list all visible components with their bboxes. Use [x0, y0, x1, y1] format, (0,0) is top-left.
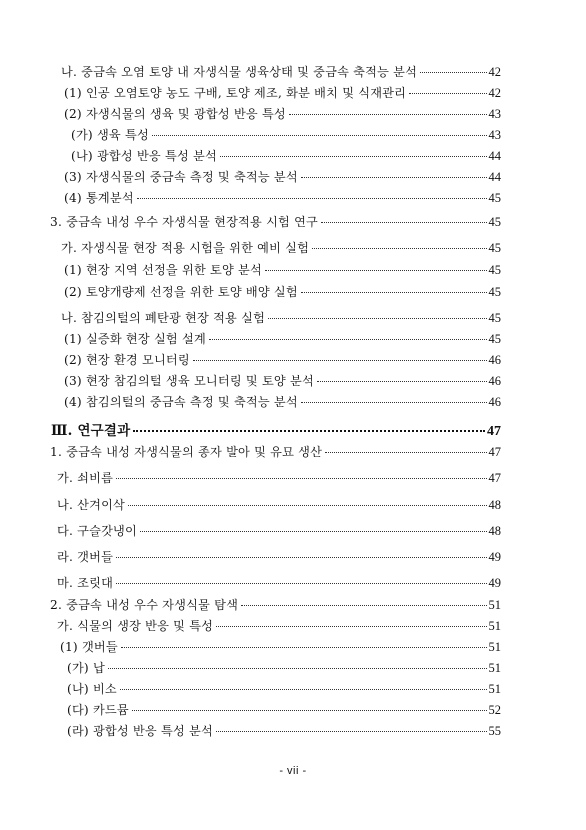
toc-entry	[0, 331, 586, 347]
toc-entry	[0, 190, 586, 206]
toc-entry	[0, 284, 586, 300]
toc-entry-page: 51	[488, 682, 501, 696]
dot-leader	[108, 668, 487, 669]
dot-leader	[140, 531, 487, 532]
toc-entry-page: 45	[488, 191, 501, 205]
dot-leader	[268, 318, 486, 319]
toc-entry	[0, 240, 586, 256]
toc-entry-page: 51	[488, 598, 501, 612]
dot-leader	[216, 731, 487, 732]
dot-leader	[312, 248, 486, 249]
toc-entry-page: 47	[488, 471, 501, 485]
toc-entry	[0, 262, 586, 278]
toc-entry-title: (가) 생육 특성	[71, 128, 149, 142]
toc-entry	[0, 444, 586, 460]
toc-entry-page: 45	[488, 263, 501, 277]
toc-entry-page: 45	[488, 332, 501, 346]
toc-entry-title: 2. 중금속 내성 우수 자생식물 탐색	[50, 598, 239, 612]
toc-entry-page: 49	[488, 576, 501, 590]
toc-entry-page: 52	[488, 703, 501, 717]
toc-entry	[0, 373, 586, 389]
dot-leader	[265, 270, 487, 271]
toc-entry-page: 51	[488, 619, 501, 633]
toc-entry	[0, 64, 586, 80]
toc-entry-title: (4) 통계분석	[64, 191, 134, 205]
dot-leader	[321, 222, 486, 223]
toc-entry-page: 44	[488, 149, 501, 163]
toc-entry	[0, 169, 586, 185]
dot-leader	[317, 381, 487, 382]
toc-entry	[0, 352, 586, 368]
toc-entry-title: (1) 인공 오염토양 농도 구배, 토양 제조, 화분 배치 및 식재관리	[64, 86, 407, 100]
dot-leader	[116, 583, 486, 584]
toc-entry-title: (2) 현장 환경 모니터링	[64, 353, 190, 367]
dot-leader	[220, 156, 487, 157]
toc-entry-page: 51	[488, 640, 501, 654]
page-footer-number: - vii -	[279, 765, 307, 777]
toc-entry-page: 46	[488, 353, 501, 367]
dot-leader	[133, 430, 485, 432]
toc-entry	[0, 575, 586, 591]
toc-entry-title: 라. 갯버들	[57, 550, 114, 564]
toc-entry-title: 나. 참김의털의 폐탄광 현장 적용 실험	[61, 311, 266, 325]
dot-leader	[120, 689, 487, 690]
toc-entry	[0, 597, 586, 613]
toc-entry-title: (나) 광합성 반응 특성 분석	[71, 149, 217, 163]
toc-chapter-entry	[0, 423, 586, 440]
toc-entry-title: 가. 쇠비름	[57, 471, 114, 485]
dot-leader	[289, 114, 487, 115]
toc-entry-page: 44	[488, 170, 501, 184]
dot-leader	[216, 626, 486, 627]
dot-leader	[325, 452, 486, 453]
toc-entry-page: 51	[488, 661, 501, 675]
dot-leader	[301, 292, 487, 293]
toc-entry-title: 나. 중금속 오염 토양 내 자생식물 생육상태 및 중금속 축적능 분석	[61, 65, 418, 79]
toc-entry-title: 가. 식물의 생장 반응 및 특성	[57, 619, 214, 633]
dot-leader	[301, 177, 487, 178]
toc-entry	[0, 618, 586, 634]
toc-entry	[0, 639, 586, 655]
toc-entry-title: (1) 갯버들	[60, 640, 118, 654]
dot-leader	[209, 339, 487, 340]
dot-leader	[420, 72, 486, 73]
toc-entry	[0, 310, 586, 326]
toc-entry	[0, 127, 586, 143]
toc-entry-page: 42	[488, 86, 501, 100]
toc-entry	[0, 148, 586, 164]
dot-leader	[152, 135, 487, 136]
toc-entry-page: 55	[488, 724, 501, 738]
dot-leader	[301, 402, 487, 403]
toc-entry-title: (3) 자생식물의 중금속 측정 및 축적능 분석	[64, 170, 298, 184]
toc-entry-page: 49	[488, 550, 501, 564]
toc-entry-title: 1. 중금속 내성 자생식물의 종자 발아 및 유묘 생산	[50, 445, 323, 459]
dot-leader	[137, 198, 487, 199]
dot-leader	[409, 93, 486, 94]
toc-entry-page: 46	[488, 374, 501, 388]
dot-leader	[241, 605, 486, 606]
toc-entry	[0, 549, 586, 565]
toc-entry-title: (2) 토양개량제 선정을 위한 토양 배양 실험	[64, 285, 298, 299]
toc-entry	[0, 106, 586, 122]
dot-leader	[132, 710, 487, 711]
toc-entry-page: 42	[488, 65, 501, 79]
toc-entry-page: 45	[488, 241, 501, 255]
toc-entry	[0, 214, 586, 230]
toc-entry-title: (가) 납	[67, 661, 105, 675]
dot-leader	[193, 360, 487, 361]
toc-entry-title: 나. 산겨이삭	[57, 498, 126, 512]
toc-entry	[0, 85, 586, 101]
toc-entry-page: 45	[488, 215, 501, 229]
toc-entry-page: 43	[488, 128, 501, 142]
toc-entry-title: (다) 카드뮴	[67, 703, 129, 717]
toc-entry-title: (나) 비소	[67, 682, 117, 696]
dot-leader	[116, 478, 486, 479]
toc-entry	[0, 660, 586, 676]
toc-entry-page: 48	[488, 498, 501, 512]
toc-entry-page: 47	[488, 445, 501, 459]
toc-entry-page: 48	[488, 524, 501, 538]
toc-entry	[0, 702, 586, 718]
toc-entry-title: 가. 자생식물 현장 적용 시험을 위한 예비 실험	[61, 241, 310, 255]
toc-entry-title: (1) 현장 지역 선정을 위한 토양 분석	[64, 263, 262, 277]
toc-entry-page: 45	[488, 285, 501, 299]
dot-leader	[116, 557, 486, 558]
toc-chapter-page: 47	[487, 424, 501, 439]
toc-entry-page: 46	[488, 395, 501, 409]
dot-leader	[121, 647, 487, 648]
toc-entry	[0, 470, 586, 486]
toc-entry	[0, 723, 586, 739]
toc-entry	[0, 497, 586, 513]
toc-entry	[0, 394, 586, 410]
toc-entry-title: 마. 조릿대	[57, 576, 114, 590]
toc-entry	[0, 681, 586, 697]
toc-entry-page: 43	[488, 107, 501, 121]
toc-entry-title: (4) 참김의털의 중금속 측정 및 축적능 분석	[64, 395, 298, 409]
toc-entry-title: (라) 광합성 반응 특성 분석	[67, 724, 213, 738]
toc-entry-title: (2) 자생식물의 생육 및 광합성 반응 특성	[64, 107, 286, 121]
toc-chapter-title: Ⅲ. 연구결과	[51, 423, 131, 439]
dot-leader	[128, 505, 486, 506]
toc-entry-title: 다. 구슬갓냉이	[57, 524, 137, 538]
toc-entry	[0, 523, 586, 539]
toc-entry-title: (3) 현장 참김의털 생육 모니터링 및 토양 분석	[64, 374, 314, 388]
toc-entry-title: (1) 실증화 현장 실험 설계	[64, 332, 206, 346]
toc-entry-title: 3. 중금속 내성 우수 자생식물 현장적용 시험 연구	[50, 215, 319, 229]
toc-entry-page: 45	[488, 311, 501, 325]
